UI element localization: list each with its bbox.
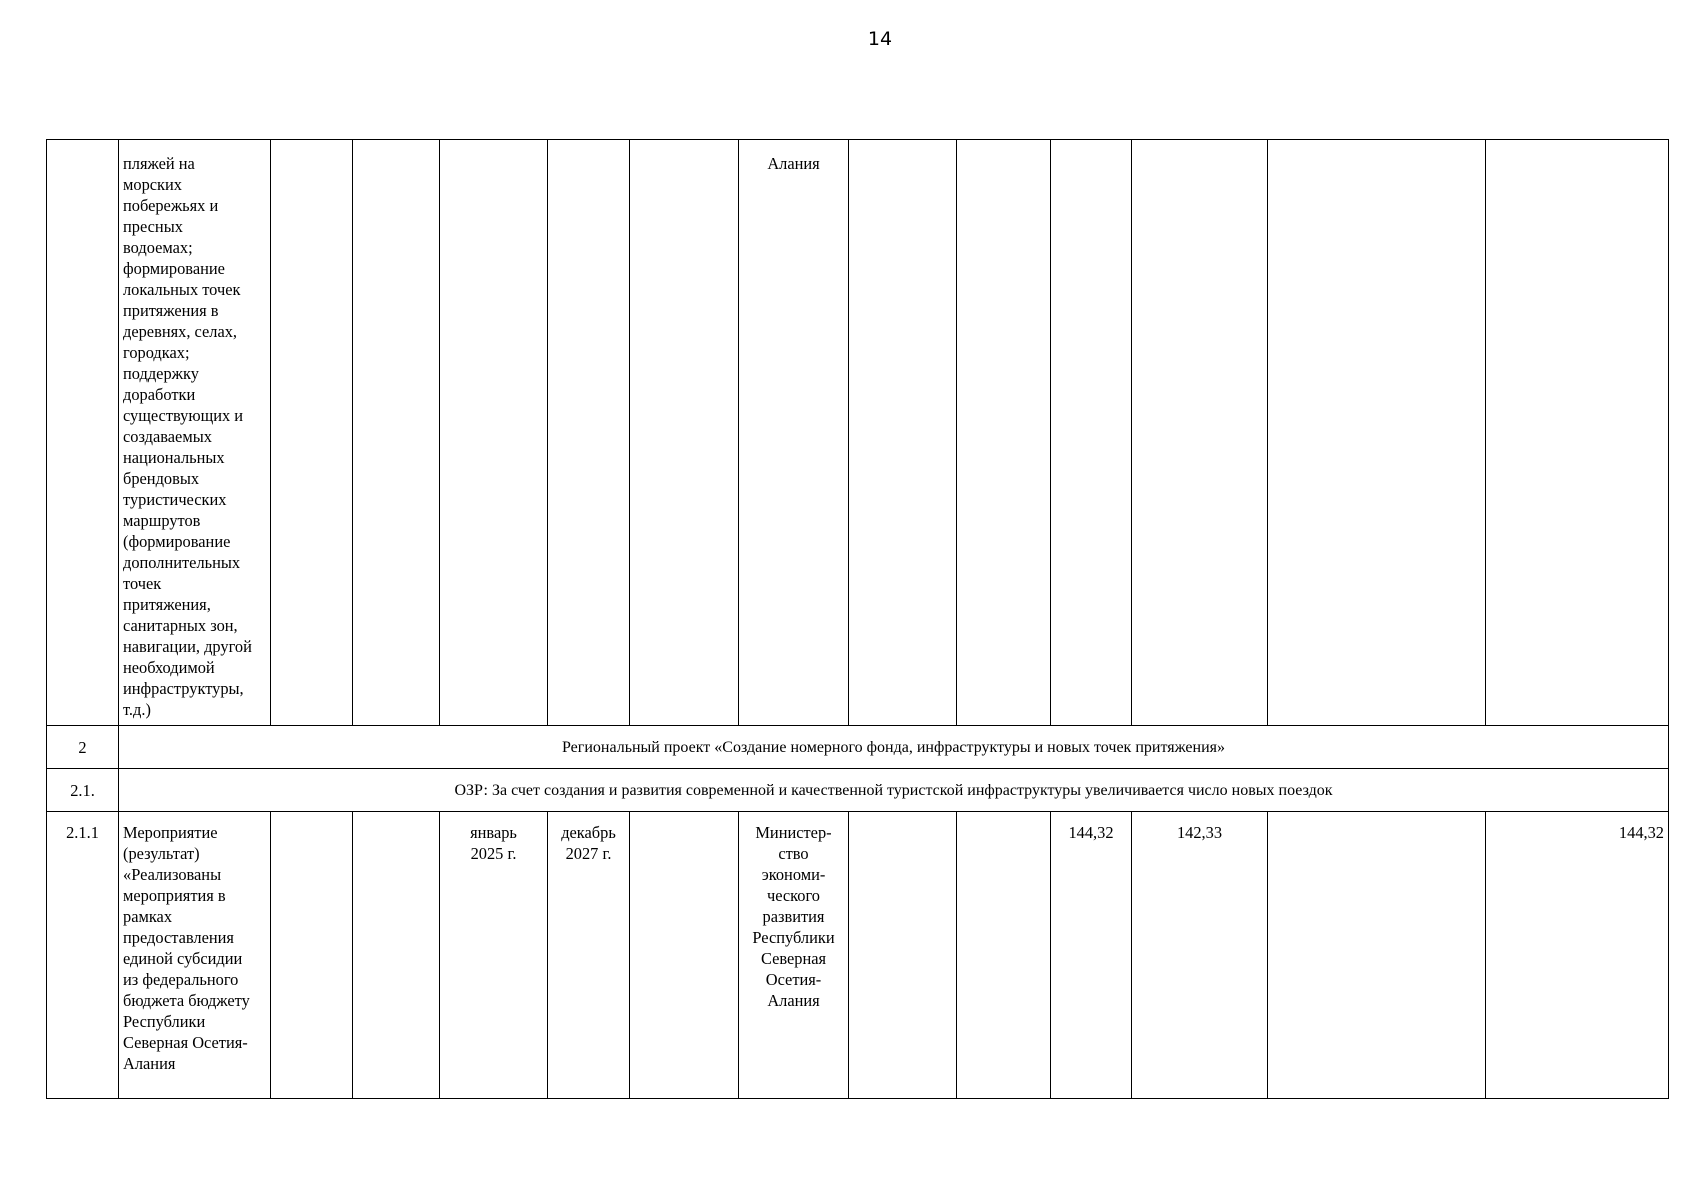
cell-value-1: 144,32 xyxy=(1051,812,1132,1099)
cell-start-date: январь 2025 г. xyxy=(440,812,548,1099)
cell-empty xyxy=(353,812,440,1099)
cell-empty xyxy=(630,812,739,1099)
cell-measure-name: Мероприятие (результат) «Реализованы мероприятия в рамках предоставления единой субсидии из федерального бюджета бюджету Республики Северная Осетия- Алания xyxy=(119,812,271,1099)
cell-empty xyxy=(849,140,957,726)
cell-empty xyxy=(353,140,440,726)
goal-title: ОЗР: За счет создания и развития современной и качественной туристской инфраструктуры увеличивается число новых поездок xyxy=(119,769,1669,812)
cell-empty xyxy=(630,140,739,726)
cell-end-date: декабрь 2027 г. xyxy=(548,812,630,1099)
cell-num: 2 xyxy=(47,726,119,769)
table-row-continuation xyxy=(47,140,1669,726)
project-title: Региональный проект «Создание номерного фонда, инфраструктуры и новых точек притяжения» xyxy=(119,726,1669,769)
program-table xyxy=(46,139,1669,1099)
cell-empty xyxy=(1051,140,1132,726)
cell-empty xyxy=(548,140,630,726)
cell-value-3: 144,32 xyxy=(1486,812,1669,1099)
cell-measure-name: пляжей на морских побережьях и пресных водоемах; формирование локальных точек притяжения в деревнях, селах, городках; поддержку доработки существующих и создаваемых национальных брендовых туристических маршрутов (формирование дополнительных точек притяжения, санитарных зон, навигации, другой необходимой инфраструктуры, т.д.) xyxy=(119,140,271,726)
cell-empty xyxy=(271,812,353,1099)
cell-empty xyxy=(957,140,1051,726)
cell-num: 2.1. xyxy=(47,769,119,812)
cell-num xyxy=(47,140,119,726)
cell-empty xyxy=(1268,812,1486,1099)
cell-empty xyxy=(957,812,1051,1099)
table-row-goal xyxy=(47,769,1669,812)
cell-value-2: 142,33 xyxy=(1132,812,1268,1099)
table-row-project xyxy=(47,726,1669,769)
cell-empty xyxy=(849,812,957,1099)
cell-empty xyxy=(1486,140,1669,726)
cell-empty xyxy=(1132,140,1268,726)
page-number: 14 xyxy=(867,28,893,50)
cell-empty xyxy=(440,140,548,726)
cell-num: 2.1.1 xyxy=(47,812,119,1099)
cell-empty xyxy=(271,140,353,726)
table-row-measure xyxy=(47,812,1669,1099)
cell-responsible: Алания xyxy=(739,140,849,726)
cell-empty xyxy=(1268,140,1486,726)
cell-responsible: Министер- ство экономи- ческого развития Республики Северная Осетия- Алания xyxy=(739,812,849,1099)
